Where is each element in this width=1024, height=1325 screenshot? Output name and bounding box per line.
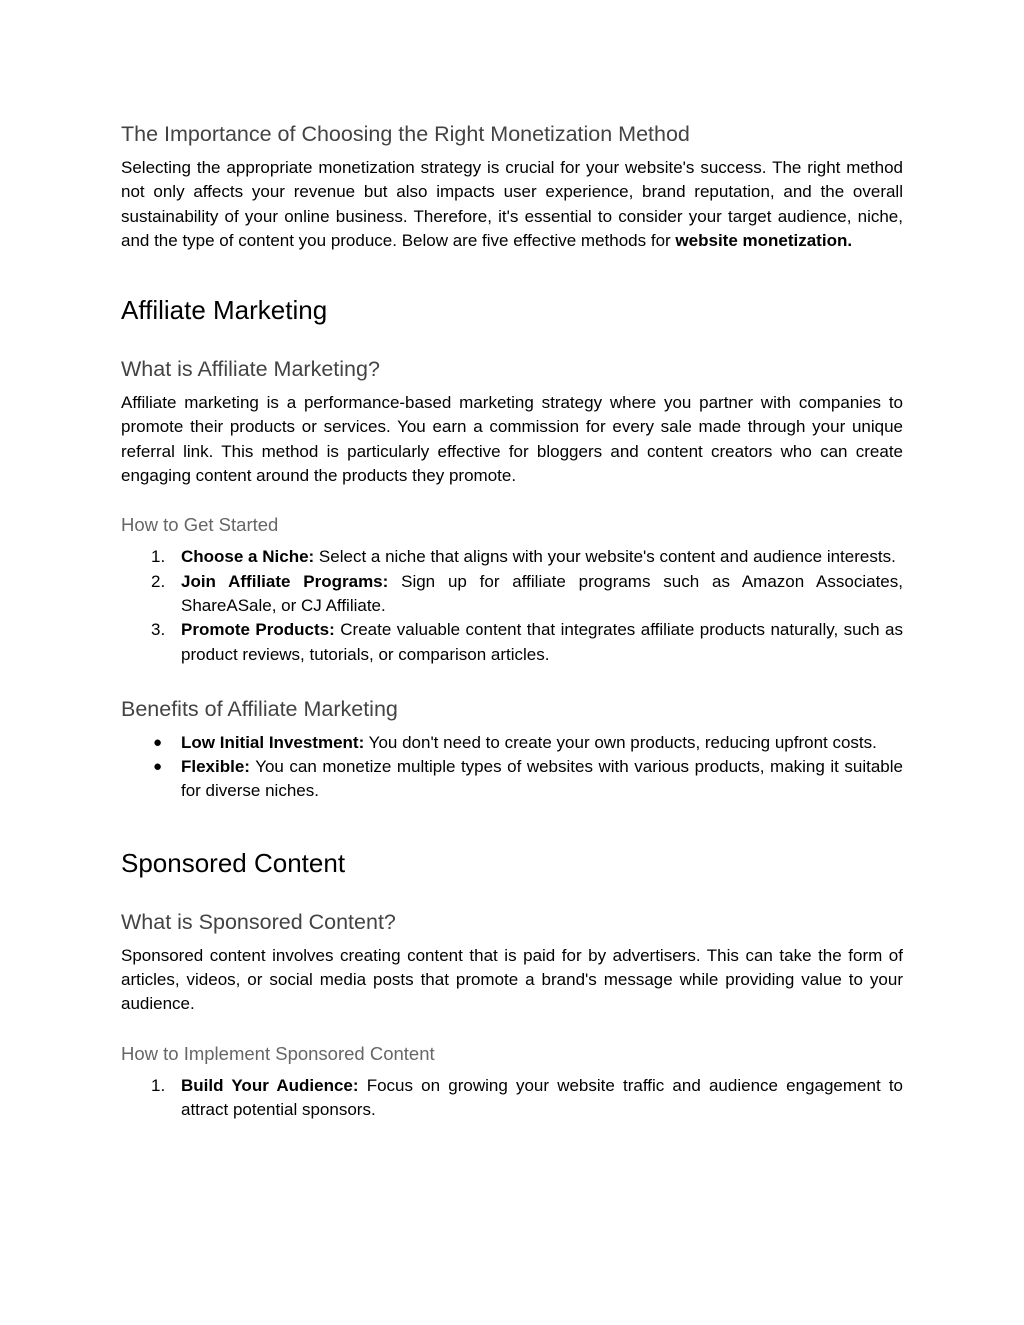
sponsored-what-paragraph: Sponsored content involves creating content that is paid for by advertisers. This can take the form of articles, videos, or social media posts that promote a brand's message while providing value to your audience.	[121, 945, 903, 1014]
list-item: ● Low Initial Investment: You don't need to create your own products, reducing upfront costs.	[121, 731, 903, 755]
list-item: ● Flexible: You can monetize multiple types of websites with various products, making it suitable for diverse niches.	[153, 757, 903, 801]
list-item: 2. Join Affiliate Programs: Sign up for affiliate programs such as Amazon Associates, ShareASale, or CJ Affiliate.	[151, 571, 903, 615]
list-item: 1. Build Your Audience: Focus on growing your website traffic and audience engagement to attract potential sponsors.	[151, 1075, 904, 1119]
list-item: 3. Promote Products: Create valuable content that integrates affiliate products naturally, such as product reviews, tutorials, or comparison articles.	[151, 620, 903, 664]
affiliate-start-heading: How to Get Started	[121, 514, 279, 536]
affiliate-steps-list	[121, 545, 903, 666]
bullet-icon: ●	[153, 733, 163, 751]
bullet-icon: ●	[153, 758, 163, 776]
affiliate-title: Affiliate Marketing	[121, 295, 328, 326]
affiliate-benefits-heading: Benefits of Affiliate Marketing	[121, 696, 398, 721]
affiliate-benefits-list	[121, 731, 903, 804]
intro-paragraph: Selecting the appropriate monetization strategy is crucial for your website's success. The right method not only affects your revenue but also impacts user experience, brand reputation, and the overall sustainability of your online business. Therefore, it's essential to consider your target audience, niche, and the type of content you produce. Below are five effective methods for website monetization.	[121, 158, 903, 250]
affiliate-what-paragraph: Affiliate marketing is a performance-based marketing strategy where you partner with companies to promote their products or services. You earn a commission for every sale made through your unique referral link. This method is particularly effective for bloggers and content creators who can create engaging content around the products they promote.	[121, 393, 903, 486]
sponsored-title: Sponsored Content	[121, 847, 346, 878]
intro-heading: The Importance of Choosing the Right Monetization Method	[121, 122, 690, 146]
affiliate-what-heading: What is Affiliate Marketing?	[121, 357, 380, 382]
intro-paragraph-bold: website monetization.	[675, 230, 853, 250]
list-item: 1. Choose a Niche: Select a niche that aligns with your website's content and audience interests.	[151, 547, 896, 567]
sponsored-steps-list	[121, 1074, 903, 1123]
sponsored-impl-heading: How to Implement Sponsored Content	[121, 1042, 435, 1064]
sponsored-what-heading: What is Sponsored Content?	[121, 909, 396, 934]
document-page	[121, 120, 903, 1122]
